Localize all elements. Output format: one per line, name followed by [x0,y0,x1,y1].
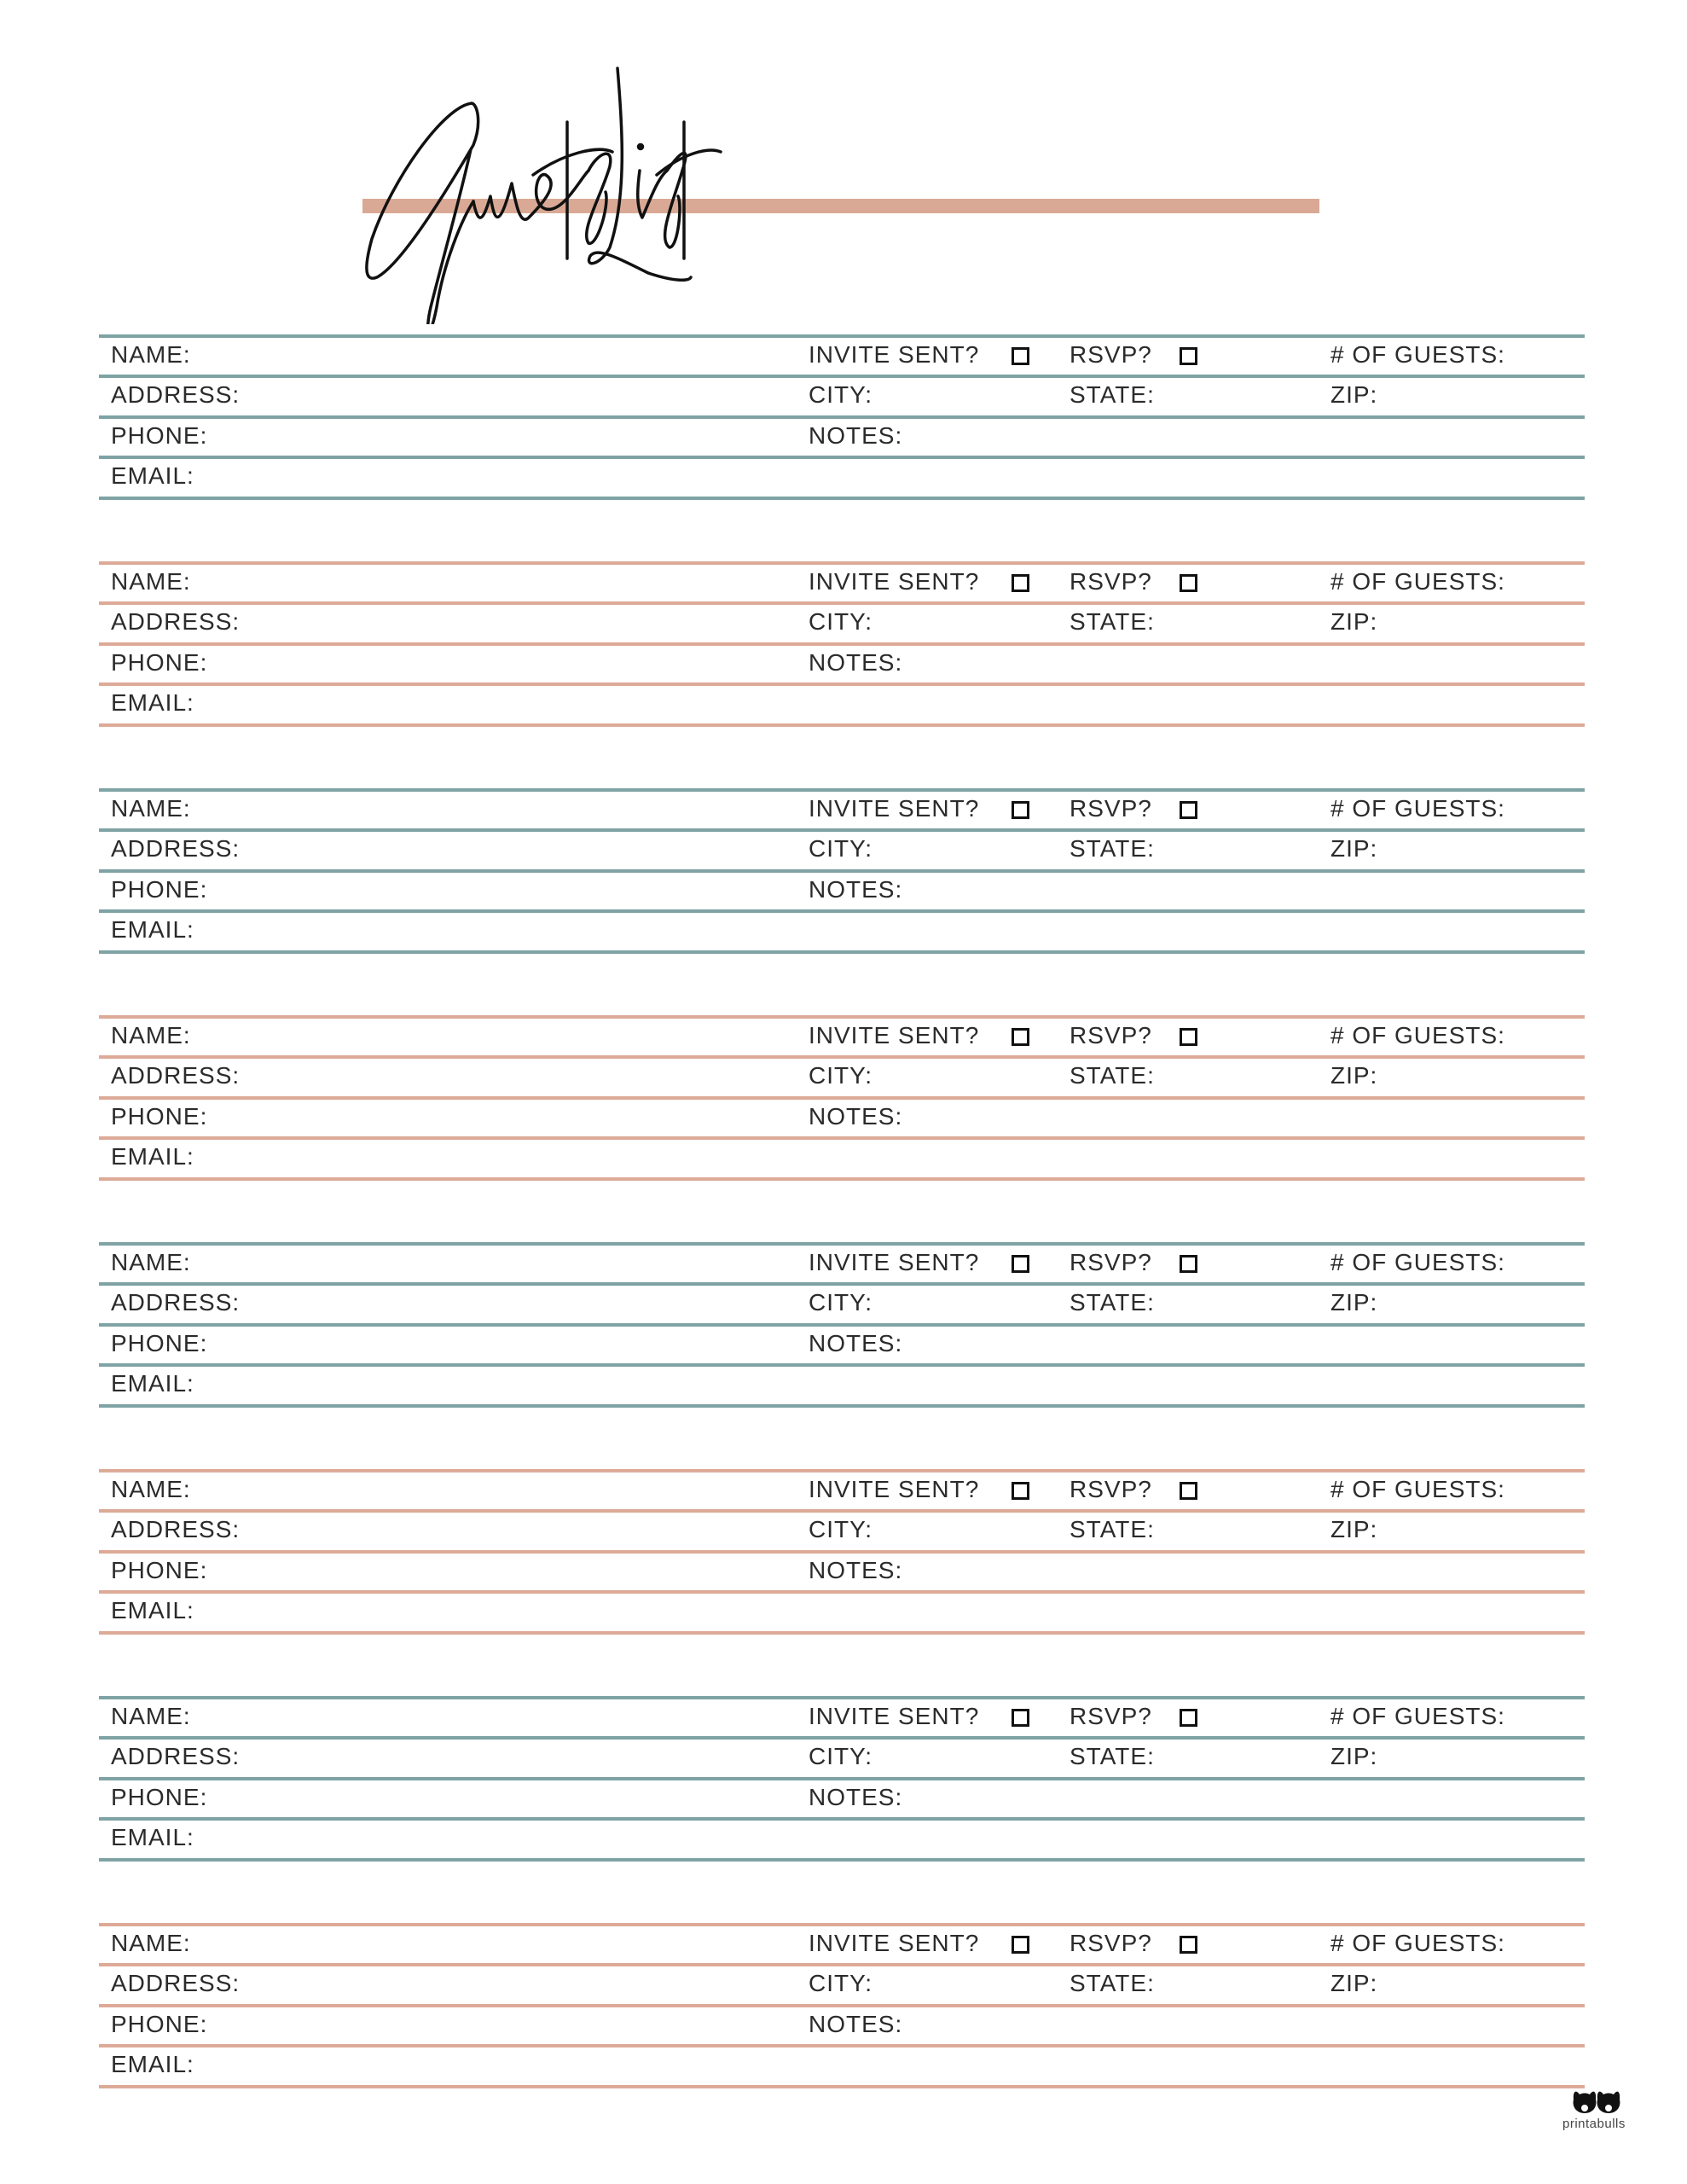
rule-line [99,1777,1585,1780]
invite-sent-label: INVITE SENT? [809,1476,980,1502]
name-field[interactable]: NAME: [111,341,191,368]
rule-line [99,909,1585,913]
name-field[interactable]: NAME: [111,568,191,595]
address-field[interactable]: ADDRESS: [111,381,241,408]
name-field[interactable]: NAME: [111,1476,191,1502]
rule-line [99,1590,1585,1594]
rule-line [99,869,1585,873]
page-header [0,0,1687,324]
invite-sent-checkbox[interactable] [1012,574,1029,592]
city-field[interactable]: CITY: [809,835,873,862]
zip-field[interactable]: ZIP: [1330,381,1378,408]
state-field[interactable]: STATE: [1070,1062,1155,1089]
rule-line [99,1858,1585,1862]
rule-line [99,1363,1585,1367]
rule-line [99,415,1585,419]
state-field[interactable]: STATE: [1070,381,1155,408]
num-guests-field[interactable]: # OF GUESTS: [1330,1476,1505,1502]
rsvp-checkbox[interactable] [1180,1255,1197,1273]
rule-line [99,1055,1585,1059]
invite-sent-checkbox[interactable] [1012,1255,1029,1273]
name-field[interactable]: NAME: [111,1703,191,1729]
state-field[interactable]: STATE: [1070,1970,1155,1996]
name-field[interactable]: NAME: [111,795,191,822]
rule-line [99,2044,1585,2048]
email-field[interactable]: EMAIL: [111,2051,194,2077]
city-field[interactable]: CITY: [809,1289,873,1316]
title-script-text [0,0,1687,324]
state-field[interactable]: STATE: [1070,1743,1155,1769]
rule-line [99,682,1585,686]
rule-line [99,1696,1585,1699]
rule-line [99,1242,1585,1246]
rsvp-label: RSVP? [1070,341,1152,368]
notes-field[interactable]: NOTES: [809,422,903,449]
invite-sent-checkbox[interactable] [1012,1482,1029,1500]
email-field[interactable]: EMAIL: [111,1143,194,1170]
invite-sent-label: INVITE SENT? [809,1703,980,1729]
invite-sent-label: INVITE SENT? [809,1249,980,1275]
zip-field[interactable]: ZIP: [1330,608,1378,635]
rule-line [99,456,1585,459]
num-guests-field[interactable]: # OF GUESTS: [1330,1022,1505,1048]
city-field[interactable]: CITY: [809,1970,873,1996]
num-guests-field[interactable]: # OF GUESTS: [1330,1249,1505,1275]
rule-line [99,1631,1585,1635]
city-field[interactable]: CITY: [809,1743,873,1769]
phone-field[interactable]: PHONE: [111,422,208,449]
rsvp-label: RSVP? [1070,1476,1152,1502]
zip-field[interactable]: ZIP: [1330,1743,1378,1769]
rule-line [99,1096,1585,1100]
phone-field[interactable]: PHONE: [111,1784,208,1810]
email-field[interactable]: EMAIL: [111,689,194,716]
guest-entry-6 [99,1469,1585,1633]
invite-sent-checkbox[interactable] [1012,347,1029,365]
address-field[interactable]: ADDRESS: [111,1516,241,1542]
zip-field[interactable]: ZIP: [1330,1516,1378,1542]
rule-line [99,2085,1585,2088]
address-field[interactable]: ADDRESS: [111,1743,241,1769]
invite-sent-label: INVITE SENT? [809,1930,980,1956]
guest-entry-1 [99,334,1585,498]
guest-entry-7 [99,1696,1585,1860]
notes-field[interactable]: NOTES: [809,1330,903,1356]
rule-line [99,1177,1585,1181]
city-field[interactable]: CITY: [809,1516,873,1542]
notes-field[interactable]: NOTES: [809,2011,903,2037]
rule-line [99,1736,1585,1740]
num-guests-field[interactable]: # OF GUESTS: [1330,795,1505,822]
name-field[interactable]: NAME: [111,1022,191,1048]
email-field[interactable]: EMAIL: [111,1824,194,1850]
email-field[interactable]: EMAIL: [111,462,194,489]
rule-line [99,1323,1585,1327]
guest-entry-8 [99,1923,1585,2087]
zip-field[interactable]: ZIP: [1330,1970,1378,1996]
notes-field[interactable]: NOTES: [809,1557,903,1583]
notes-field[interactable]: NOTES: [809,1103,903,1130]
rule-line [99,375,1585,378]
num-guests-field[interactable]: # OF GUESTS: [1330,1930,1505,1956]
phone-field[interactable]: PHONE: [111,2011,208,2037]
invite-sent-label: INVITE SENT? [809,795,980,822]
rsvp-checkbox[interactable] [1180,347,1197,365]
rule-line [99,1963,1585,1966]
rsvp-checkbox[interactable] [1180,1936,1197,1954]
city-field[interactable]: CITY: [809,608,873,635]
invite-sent-label: INVITE SENT? [809,1022,980,1048]
email-field[interactable]: EMAIL: [111,1597,194,1623]
rule-line [99,601,1585,605]
rsvp-label: RSVP? [1070,1249,1152,1275]
rule-line [99,1282,1585,1286]
rule-line [99,1509,1585,1513]
state-field[interactable]: STATE: [1070,608,1155,635]
guest-entry-2 [99,561,1585,725]
rule-line [99,1469,1585,1472]
num-guests-field[interactable]: # OF GUESTS: [1330,568,1505,595]
rule-line [99,561,1585,565]
rule-line [99,497,1585,500]
rule-line [99,828,1585,832]
rule-line [99,642,1585,646]
rule-line [99,1404,1585,1408]
notes-field[interactable]: NOTES: [809,1784,903,1810]
rsvp-label: RSVP? [1070,568,1152,595]
zip-field[interactable]: ZIP: [1330,1289,1378,1316]
rsvp-label: RSVP? [1070,1703,1152,1729]
rsvp-label: RSVP? [1070,795,1152,822]
rule-line [99,788,1585,792]
rule-line [99,334,1585,338]
guest-entry-3 [99,788,1585,952]
city-field[interactable]: CITY: [809,1062,873,1089]
rsvp-checkbox[interactable] [1180,574,1197,592]
num-guests-field[interactable]: # OF GUESTS: [1330,341,1505,368]
address-field[interactable]: ADDRESS: [111,608,241,635]
email-field[interactable]: EMAIL: [111,1370,194,1397]
name-field[interactable]: NAME: [111,1249,191,1275]
address-field[interactable]: ADDRESS: [111,1289,241,1316]
address-field[interactable]: ADDRESS: [111,1970,241,1996]
rule-line [99,1923,1585,1926]
notes-field[interactable]: NOTES: [809,649,903,676]
phone-field[interactable]: PHONE: [111,1103,208,1130]
rule-line [99,1550,1585,1554]
invite-sent-checkbox[interactable] [1012,801,1029,819]
phone-field[interactable]: PHONE: [111,876,208,903]
rule-line [99,723,1585,727]
phone-field[interactable]: PHONE: [111,649,208,676]
invite-sent-checkbox[interactable] [1012,1028,1029,1046]
guest-entry-5 [99,1242,1585,1406]
invite-sent-label: INVITE SENT? [809,568,980,595]
rsvp-checkbox[interactable] [1180,1482,1197,1500]
brand-logo-text: printabulls [1562,2117,1626,2131]
notes-field[interactable]: NOTES: [809,876,903,903]
rsvp-checkbox[interactable] [1180,1028,1197,1046]
rule-line [99,2004,1585,2007]
rule-line [99,1136,1585,1140]
invite-sent-checkbox[interactable] [1012,1709,1029,1727]
rule-line [99,950,1585,954]
address-field[interactable]: ADDRESS: [111,835,241,862]
invite-sent-label: INVITE SENT? [809,341,980,368]
rsvp-checkbox[interactable] [1180,801,1197,819]
state-field[interactable]: STATE: [1070,1289,1155,1316]
zip-field[interactable]: ZIP: [1330,835,1378,862]
num-guests-field[interactable]: # OF GUESTS: [1330,1703,1505,1729]
city-field[interactable]: CITY: [809,381,873,408]
rsvp-label: RSVP? [1070,1930,1152,1956]
name-field[interactable]: NAME: [111,1930,191,1956]
rule-line [99,1817,1585,1821]
phone-field[interactable]: PHONE: [111,1557,208,1583]
phone-field[interactable]: PHONE: [111,1330,208,1356]
guest-entry-4 [99,1015,1585,1179]
address-field[interactable]: ADDRESS: [111,1062,241,1089]
invite-sent-checkbox[interactable] [1012,1936,1029,1954]
rsvp-label: RSVP? [1070,1022,1152,1048]
email-field[interactable]: EMAIL: [111,916,194,943]
rsvp-checkbox[interactable] [1180,1709,1197,1727]
state-field[interactable]: STATE: [1070,835,1155,862]
rule-line [99,1015,1585,1019]
state-field[interactable]: STATE: [1070,1516,1155,1542]
zip-field[interactable]: ZIP: [1330,1062,1378,1089]
